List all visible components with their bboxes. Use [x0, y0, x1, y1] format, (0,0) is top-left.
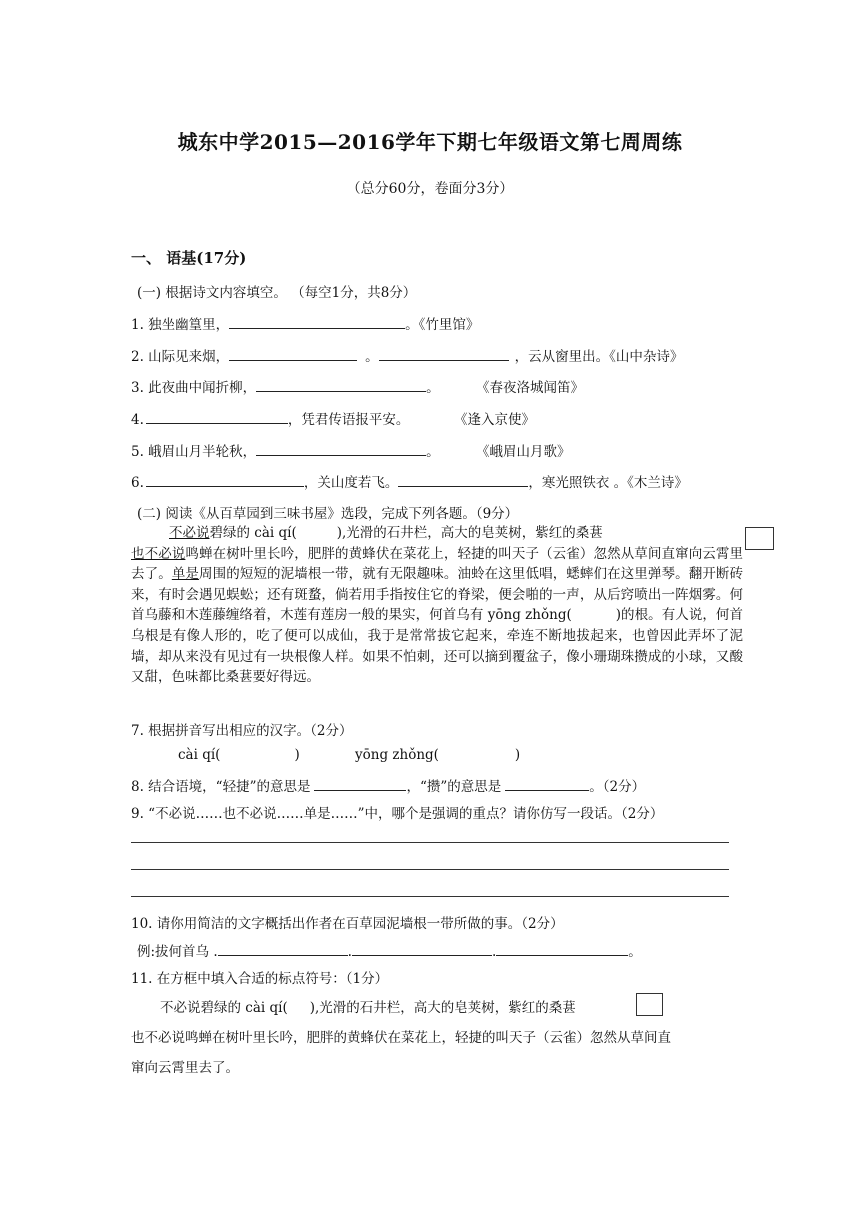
question-3 [131, 376, 440, 396]
answer-blank[interactable] [379, 346, 509, 361]
answer-line[interactable] [131, 869, 729, 870]
reading-passage [131, 523, 743, 688]
answer-blank[interactable] [398, 472, 528, 487]
answer-blank[interactable] [218, 941, 348, 956]
q11-line-3: 窜向云霄里去了。 [131, 1060, 239, 1076]
question-7: 7. 根据拼音写出相应的汉字。（2分） [131, 723, 353, 739]
q5-punct: 。 [426, 444, 440, 460]
q4-text: ，凭君传语报平安。 [287, 412, 410, 428]
page-subtitle: （总分60分，卷面分3分） [346, 181, 514, 197]
q4-source: 《逢入京使》 [454, 412, 535, 428]
answer-blank[interactable] [314, 776, 406, 791]
answer-blank[interactable] [496, 941, 628, 956]
part2-heading: (二) 阅读《从百草园到三味书屋》选段，完成下列各题。（9分） [137, 506, 519, 522]
answer-blank[interactable] [146, 472, 304, 487]
q3-punct: 。 [426, 380, 440, 396]
passage-line-1: 不必说碧绿的 cài qí( ),光滑的石井栏，高大的皂荚树，紫红的桑葚 [169, 525, 603, 541]
q6-source: ，寒光照铁衣 。《木兰诗》 [528, 475, 688, 491]
q1-text: 1. 独坐幽篁里， [131, 317, 230, 333]
q2-text: 2. 山际见来烟， [131, 349, 230, 365]
q3-text: 3. 此夜曲中闻折柳， [131, 380, 257, 396]
q4-number: 4. [131, 412, 144, 428]
passage-body: 也不必说鸣蝉在树叶里长吟，肥胖的黄蜂伏在菜花上，轻捷的叫天子（云雀）忽然从草间直窜向云霄里去了。单是周围的短短的泥墙根一带，就有无限趣味。油蛉在这里低唱，蟋蟀们在这里弹琴。翻开断砖来，有时会遇见蜈蚣；还有斑蝥，倘若用手指按住它的脊梁，便会啪的一声，从后窍喷出一阵烟雾。何首乌藤和木莲藤缠络着，木莲有莲房一般的果实，何首乌有 yōng zhǒng( )的根。有人说，何首乌根是有像人形的，吃了便可以成仙，我于是常常拔它起来，牵连不断地拔起来，也曾因此弄坏了泥墙，却从来没有见过有一块根像人样。如果不怕刺，还可以摘到覆盆子，像小珊瑚珠攒成的小球，又酸又甜，色味都比桑葚要好得远。 [131, 545, 744, 686]
punctuation-box[interactable] [745, 527, 774, 550]
section-heading: 一、 语基(17分) [131, 249, 247, 267]
question-2 [131, 345, 683, 365]
q11-line-2: 也不必说鸣蝉在树叶里长吟，肥胖的黄蜂伏在菜花上，轻捷的叫天子（云雀）忽然从草间直 [131, 1030, 671, 1046]
q10-example: 例:拔何首乌 . . . 。 [137, 940, 642, 960]
answer-blank[interactable] [146, 409, 288, 424]
q5-source: 《峨眉山月歌》 [476, 444, 571, 460]
q11-line-1: 不必说碧绿的 cài qí( ),光滑的石井栏，高大的皂荚树，紫红的桑葚 [160, 1000, 576, 1016]
q3-source: 《春夜洛城闻笛》 [476, 380, 584, 396]
answer-blank[interactable] [229, 314, 405, 329]
question-6 [131, 471, 688, 491]
answer-blank[interactable] [256, 441, 426, 456]
q5-text: 5. 峨眉山月半轮秋， [131, 444, 257, 460]
answer-blank[interactable] [256, 377, 426, 392]
q6-mid: ，关山度若飞。 [303, 475, 399, 491]
answer-blank[interactable] [229, 346, 357, 361]
question-1 [131, 313, 479, 333]
page-title: 城东中学2015—2016学年下期七年级语文第七周周练 [177, 130, 683, 154]
answer-blank[interactable] [505, 776, 589, 791]
q7-answer-a: cài qí( ) [178, 747, 300, 763]
punctuation-box[interactable] [636, 993, 663, 1016]
question-4 [131, 408, 409, 428]
q2-source: ，云从窗里出。《山中杂诗》 [514, 349, 684, 365]
part1-heading: (一) 根据诗文内容填空。 （每空1分，共8分） [137, 285, 417, 301]
q1-source: 。《竹里馆》 [405, 317, 480, 333]
answer-blank[interactable] [352, 941, 492, 956]
question-11: 11. 在方框中填入合适的标点符号：（1分） [131, 971, 389, 987]
q7-answer-b: yōng zhǒng( ) [355, 747, 521, 763]
q2-mid: 。 [365, 349, 379, 365]
answer-line[interactable] [131, 896, 729, 897]
question-9: 9. “不必说……也不必说……单是……”中，哪个是强调的重点？请你仿写一段话。（2分） [131, 806, 664, 822]
question-5 [131, 440, 440, 460]
q6-number: 6. [131, 475, 144, 491]
answer-line[interactable] [131, 842, 729, 843]
question-10: 10. 请你用简洁的文字概括出作者在百草园泥墙根一带所做的事。（2分） [131, 916, 564, 932]
question-8: 8. 结合语境，“轻捷”的意思是 ，“攒”的意思是 。（2分） [131, 775, 645, 795]
